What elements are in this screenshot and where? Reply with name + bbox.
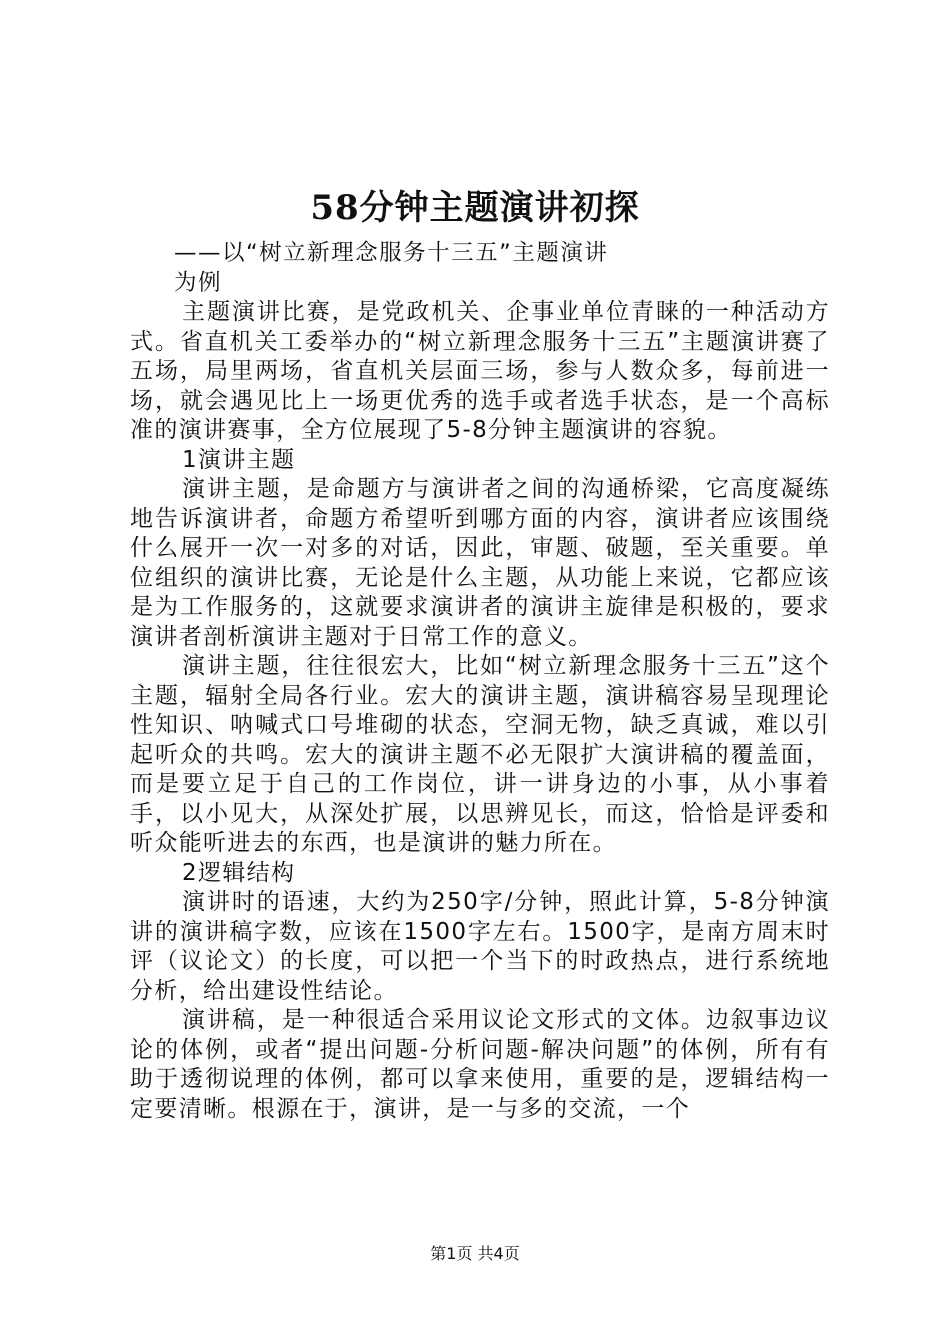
page-footer: 第1页 共4页 — [430, 1244, 520, 1263]
paragraph-theme-2: 演讲主题，往往很宏大，比如“树立新理念服务十三五”这个主题，辐射全局各行业。宏大的演讲主题，演讲稿容易呈现理论性知识、呐喊式口号堆砌的状态，空洞无物，缺乏真诚，难以引起听众的共鸣。宏大的演讲主题不必无限扩大演讲稿的覆盖面，而是要立足于自己的工作岗位，讲一讲身边的小事，从小事着手，以小见大，从深处扩展，以思辨见长，而这，恰恰是评委和听众能听进去的东西，也是演讲的魅力所在。 — [130, 653, 830, 856]
section-heading-1: 1演讲主题 — [182, 446, 296, 473]
subtitle-line-1: ——以“树立新理念服务十三五”主题演讲 — [174, 240, 609, 266]
paragraph-intro: 主题演讲比赛，是党政机关、企事业单位青睐的一种活动方式。省直机关工委举办的“树立新理念服务十三五”主题演讲赛了五场，局里两场，省直机关层面三场，参与人数众多，每前进一场，就会遇见比上一场更优秀的选手或者选手状态，是一个高标准的演讲赛事，全方位展现了5-8分钟主题演讲的容貌。 — [130, 299, 830, 443]
page-title: 58分钟主题演讲初探 — [310, 188, 640, 228]
subtitle-line-2: 为例 — [174, 270, 223, 296]
paragraph-structure-2: 演讲稿，是一种很适合采用议论文形式的文体。边叙事边议论的体例，或者“提出问题-分析问题-解决问题”的体例，所有有助于透彻说理的体例，都可以拿来使用，重要的是，逻辑结构一定要清晰。根源在于，演讲，是一与多的交流，一个 — [130, 1007, 830, 1122]
paragraph-structure-1: 演讲时的语速，大约为250字/分钟，照此计算，5-8分钟演讲的演讲稿字数，应该在1500字左右。1500字，是南方周末时评（议论文）的长度，可以把一个当下的时政热点，进行系统地分析，给出建设性结论。 — [130, 889, 830, 1004]
section-heading-2: 2逻辑结构 — [182, 859, 296, 886]
document-body — [130, 298, 830, 1124]
paragraph-theme-1: 演讲主题，是命题方与演讲者之间的沟通桥梁，它高度凝练地告诉演讲者，命题方希望听到哪方面的内容，演讲者应该围绕什么展开一次一对多的对话，因此，审题、破题，至关重要。单位组织的演讲比赛，无论是什么主题，从功能上来说，它都应该是为工作服务的，这就要求演讲者的演讲主旋律是积极的，要求演讲者剖析演讲主题对于日常工作的意义。 — [130, 476, 830, 650]
